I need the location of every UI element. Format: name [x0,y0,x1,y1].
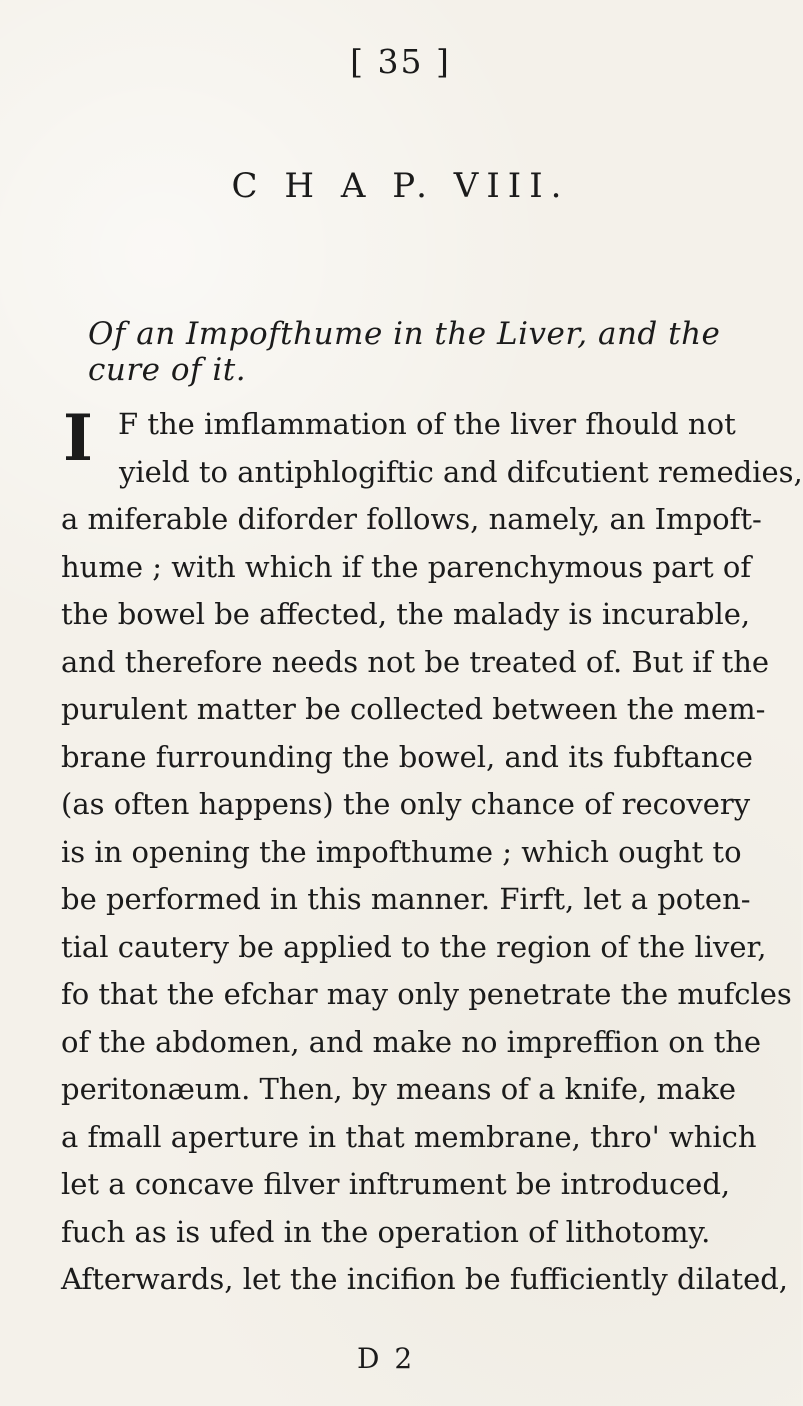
body-line: let a concave filver inftrument be introduced, [61,1167,731,1201]
signature-mark: D 2 [357,1342,416,1375]
body-line: (as often happens) the only chance of recovery [61,787,751,821]
body-line: a miferable diforder follows, namely, an Impoft- [61,502,762,536]
body-text [61,401,803,1304]
body-line: purulent matter be collected between the mem- [61,692,766,726]
body-line: peritonæum. Then, by means of a knife, make [61,1072,737,1106]
body-line: brane furrounding the bowel, and its fubftance [61,739,753,774]
body-line: a fmall aperture in that membrane, thro' which [61,1119,757,1154]
body-line: hume ; with which if the parenchymous part of [61,549,752,584]
body-line: yield to antiphlogiftic and difcutient remedies, [119,454,803,489]
body-line: fo that the efchar may only penetrate the mufcles [61,977,792,1011]
body-line: is in opening the impofthume ; which ought to [61,834,742,869]
body-line: be performed in this manner. Firft, let a poten- [61,882,751,916]
body-line: of the abdomen, and make no impreffion on the [61,1024,762,1059]
body-line: fuch as is ufed in the operation of lithotomy. [61,1214,711,1249]
body-line: the bowel be affected, the malady is incurable, [61,597,751,631]
chapter-heading: C H A P. VIII. [231,166,570,206]
drop-cap: I [63,401,93,476]
body-line: and therefore needs not be treated of. But if the [61,644,770,679]
body-line-text: F the imflammation of the liver fhould not [118,407,736,441]
chapter-title: Of an Impofthume in the Liver, and the cure of it. [88,316,721,388]
body-line: Afterwards, let the incifion be fufficiently dilated, [61,1262,789,1296]
body-line: tial cautery be applied to the region of the liver, [61,929,767,964]
page-number: [ 35 ] [350,42,451,81]
